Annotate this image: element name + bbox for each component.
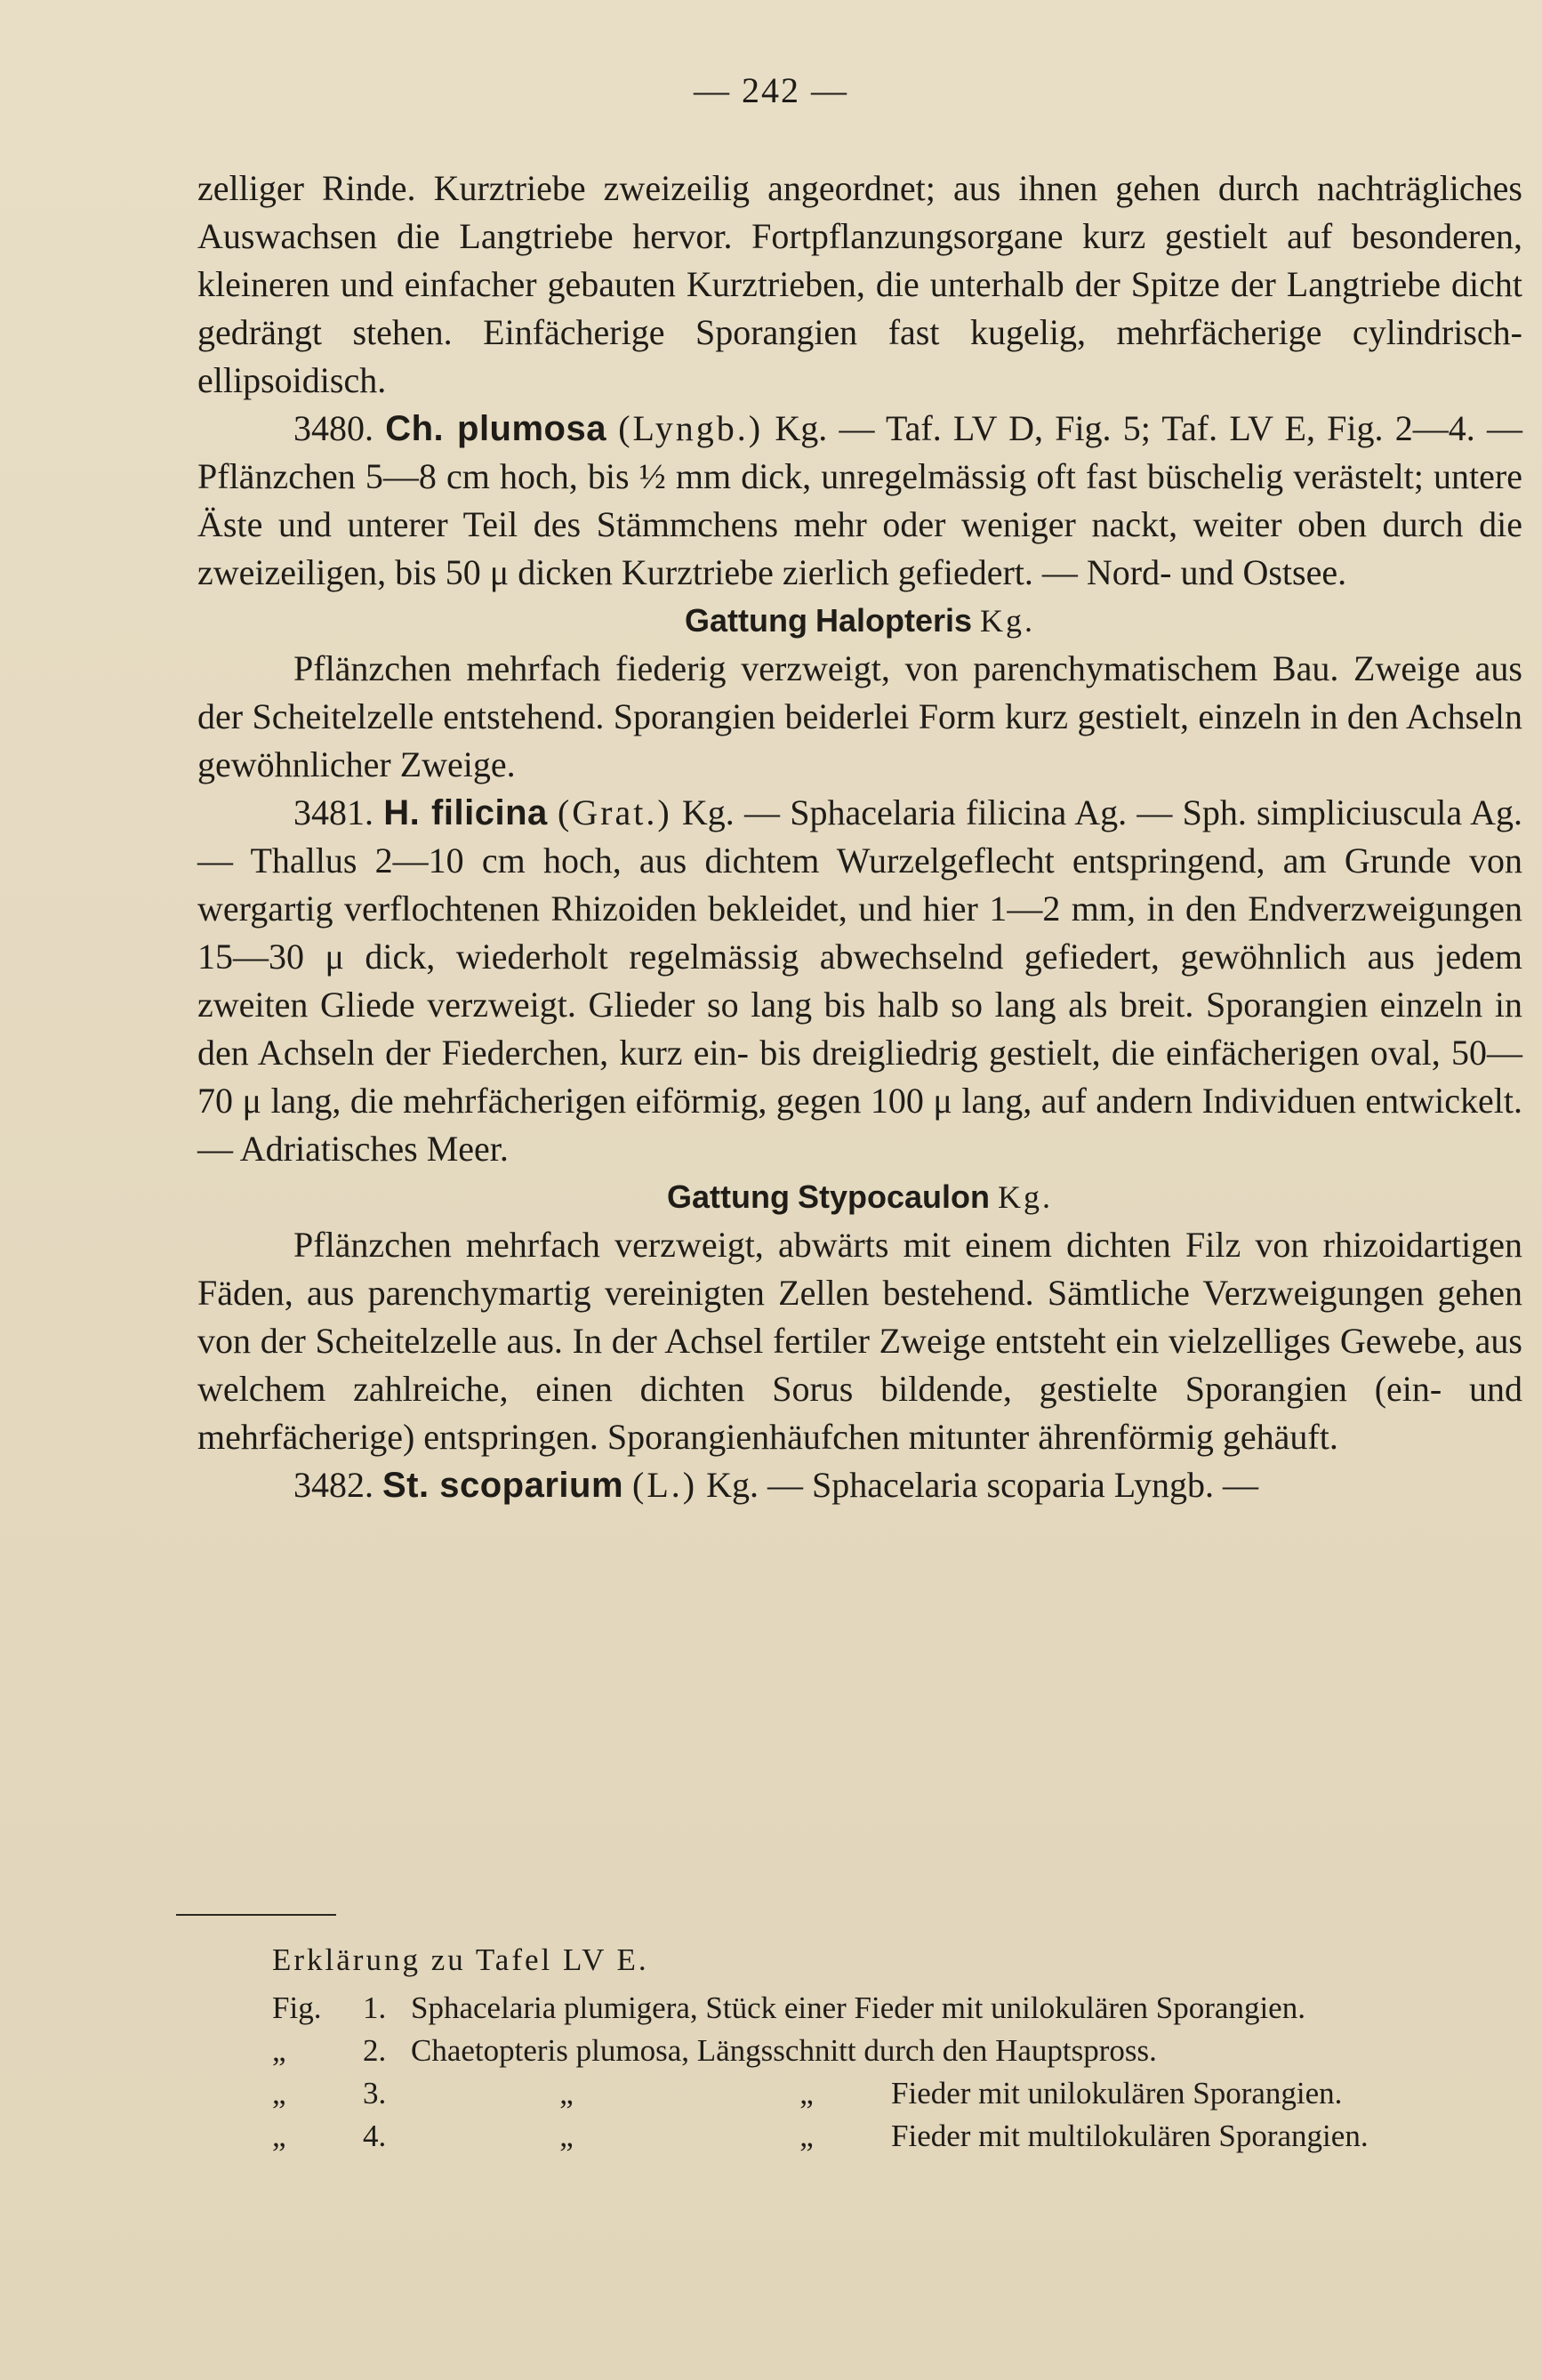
figure-number: 3.	[363, 2076, 387, 2111]
figure-description: Chaetopteris plumosa, Längsschnitt durch den Hauptspross.	[411, 2033, 1157, 2068]
figure-description: Fieder mit unilokulären Sporangien.	[891, 2076, 1343, 2111]
figure-number: 2.	[363, 2033, 387, 2068]
figure-caption-3	[272, 2072, 1517, 2115]
genus-prefix: Gattung	[684, 602, 807, 639]
genus-prefix: Gattung	[666, 1178, 790, 1215]
entry-text: Kg. — Sphacelaria scoparia Lyngb. —	[706, 1465, 1259, 1505]
figure-label: Fig.	[272, 1990, 322, 2025]
figure-label: „	[272, 2033, 286, 2068]
genus-heading-stypocaulon	[197, 1173, 1522, 1221]
genus-author: Kg.	[980, 603, 1036, 639]
species-author: (Grat.)	[557, 792, 672, 832]
plate-explanation	[272, 1939, 1517, 2158]
genus-description-halopteris: Pflänzchen mehrfach fiederig verzweigt, von parenchymatischem Bau. Zweige aus der Scheitelzelle entstehend. Sporangien beiderlei Form kurz gestielt, einzeln in den Achseln gewöhnlicher Zweige.	[197, 648, 1522, 784]
ditto-mark: „	[559, 2119, 574, 2153]
entry-number: 3480.	[293, 408, 373, 448]
ditto-mark: „	[799, 2119, 814, 2153]
entry-number: 3481.	[293, 792, 373, 832]
plate-explanation-title: Erklärung zu Tafel LV E.	[272, 1942, 649, 1977]
figure-description-row	[411, 2072, 1517, 2115]
footnote-rule	[176, 1914, 336, 1916]
species-entry-3482	[197, 1461, 1522, 1509]
genus-author: Kg.	[998, 1179, 1053, 1215]
entry-number: 3482.	[293, 1465, 373, 1505]
genus-description-stypocaulon: Pflänzchen mehrfach verzweigt, abwärts mit einem dichten Filz von rhizoidartigen Fäden, aus parenchymartig vereinigten Zellen bestehend. Sämtliche Verzweigungen gehen von der Scheitelzelle aus. In der Achsel fertiler Zweige entsteht ein vielzelliges Gewebe, aus welchem zahlreiche, einen dichten Sorus bildende, gestielte Sporangien (ein- und mehrfächerige) entspringen. Sporangienhäufchen mitunter ährenförmig gehäuft.	[197, 1225, 1522, 1457]
page-number: — 242 —	[694, 70, 848, 110]
entry-text: Kg. — Sphacelaria filicina Ag. — Sph. simpliciuscula Ag. — Thallus 2—10 cm hoch, aus dichtem Wurzelgeflecht entspringend, am Grunde von wergartig verflochtenen Rhizoiden bekleidet, und hier 1—2 mm, in den Endverzweigungen 15—30 μ dick, wiederholt regelmässig abwechselnd gefiedert, gewöhnlich aus jedem zweiten Gliede verzweigt. Glieder so lang bis halb so lang als breit. Sporangien einzeln in den Achseln der Fiederchen, kurz ein- bis dreigliedrig gestielt, die einfächerigen oval, 50—70 μ lang, die mehrfächerigen eiförmig, gegen 100 μ lang, auf andern Individuen entwickelt. — Adriatisches Meer.	[197, 792, 1523, 1169]
species-entry-3481	[197, 789, 1522, 1173]
figure-label: „	[272, 2119, 286, 2153]
species-name: St. scoparium	[382, 1466, 624, 1505]
ditto-mark: „	[799, 2076, 814, 2111]
main-text	[197, 165, 1522, 1509]
figure-description-row	[411, 2115, 1517, 2158]
figure-description: Sphacelaria plumigera, Stück einer Fieder mit unilokulären Sporangien.	[411, 1990, 1305, 2025]
species-name: Ch. plumosa	[385, 409, 606, 448]
ditto-mark: „	[559, 2076, 574, 2111]
genus-name: Halopteris	[815, 602, 973, 639]
figure-caption-2	[272, 2030, 1517, 2072]
species-author: (L.)	[632, 1465, 698, 1505]
species-entry-3480	[197, 405, 1522, 597]
figure-label: „	[272, 2076, 286, 2111]
intro-paragraph: zelliger Rinde. Kurztriebe zweizeilig angeordnet; aus ihnen gehen durch nachträgliches Auswachsen die Langtriebe hervor. Fortpflanzungsorgane kurz gestielt auf besonderen, kleineren und einfacher gebauten Kurztrieben, die unterhalb der Spitze der Langtriebe dicht gedrängt stehen. Einfächerige Sporangien fast kugelig, mehrfächerige cylindrisch-ellipsoidisch.	[197, 168, 1522, 400]
genus-heading-halopteris	[197, 597, 1522, 645]
figure-caption-1	[272, 1987, 1517, 2030]
species-author: (Lyngb.)	[618, 408, 764, 448]
species-name: H. filicina	[383, 793, 548, 832]
figure-description: Fieder mit multilokulären Sporangien.	[891, 2119, 1369, 2153]
figure-number: 1.	[363, 1990, 387, 2025]
figure-caption-4	[272, 2115, 1517, 2158]
genus-name: Stypocaulon	[797, 1178, 990, 1215]
figure-number: 4.	[363, 2119, 387, 2153]
entry-text: Kg. — Taf. LV D, Fig. 5; Taf. LV E, Fig. 2—4. — Pflänzchen 5—8 cm hoch, bis ½ mm dick, unregelmässig oft fast büschelig verästelt; untere Äste und unterer Teil des Stämmchens mehr oder weniger nackt, weiter oben durch die zweizeiligen, bis 50 μ dicken Kurztriebe zierlich gefiedert. — Nord- und Ostsee.	[197, 408, 1523, 592]
